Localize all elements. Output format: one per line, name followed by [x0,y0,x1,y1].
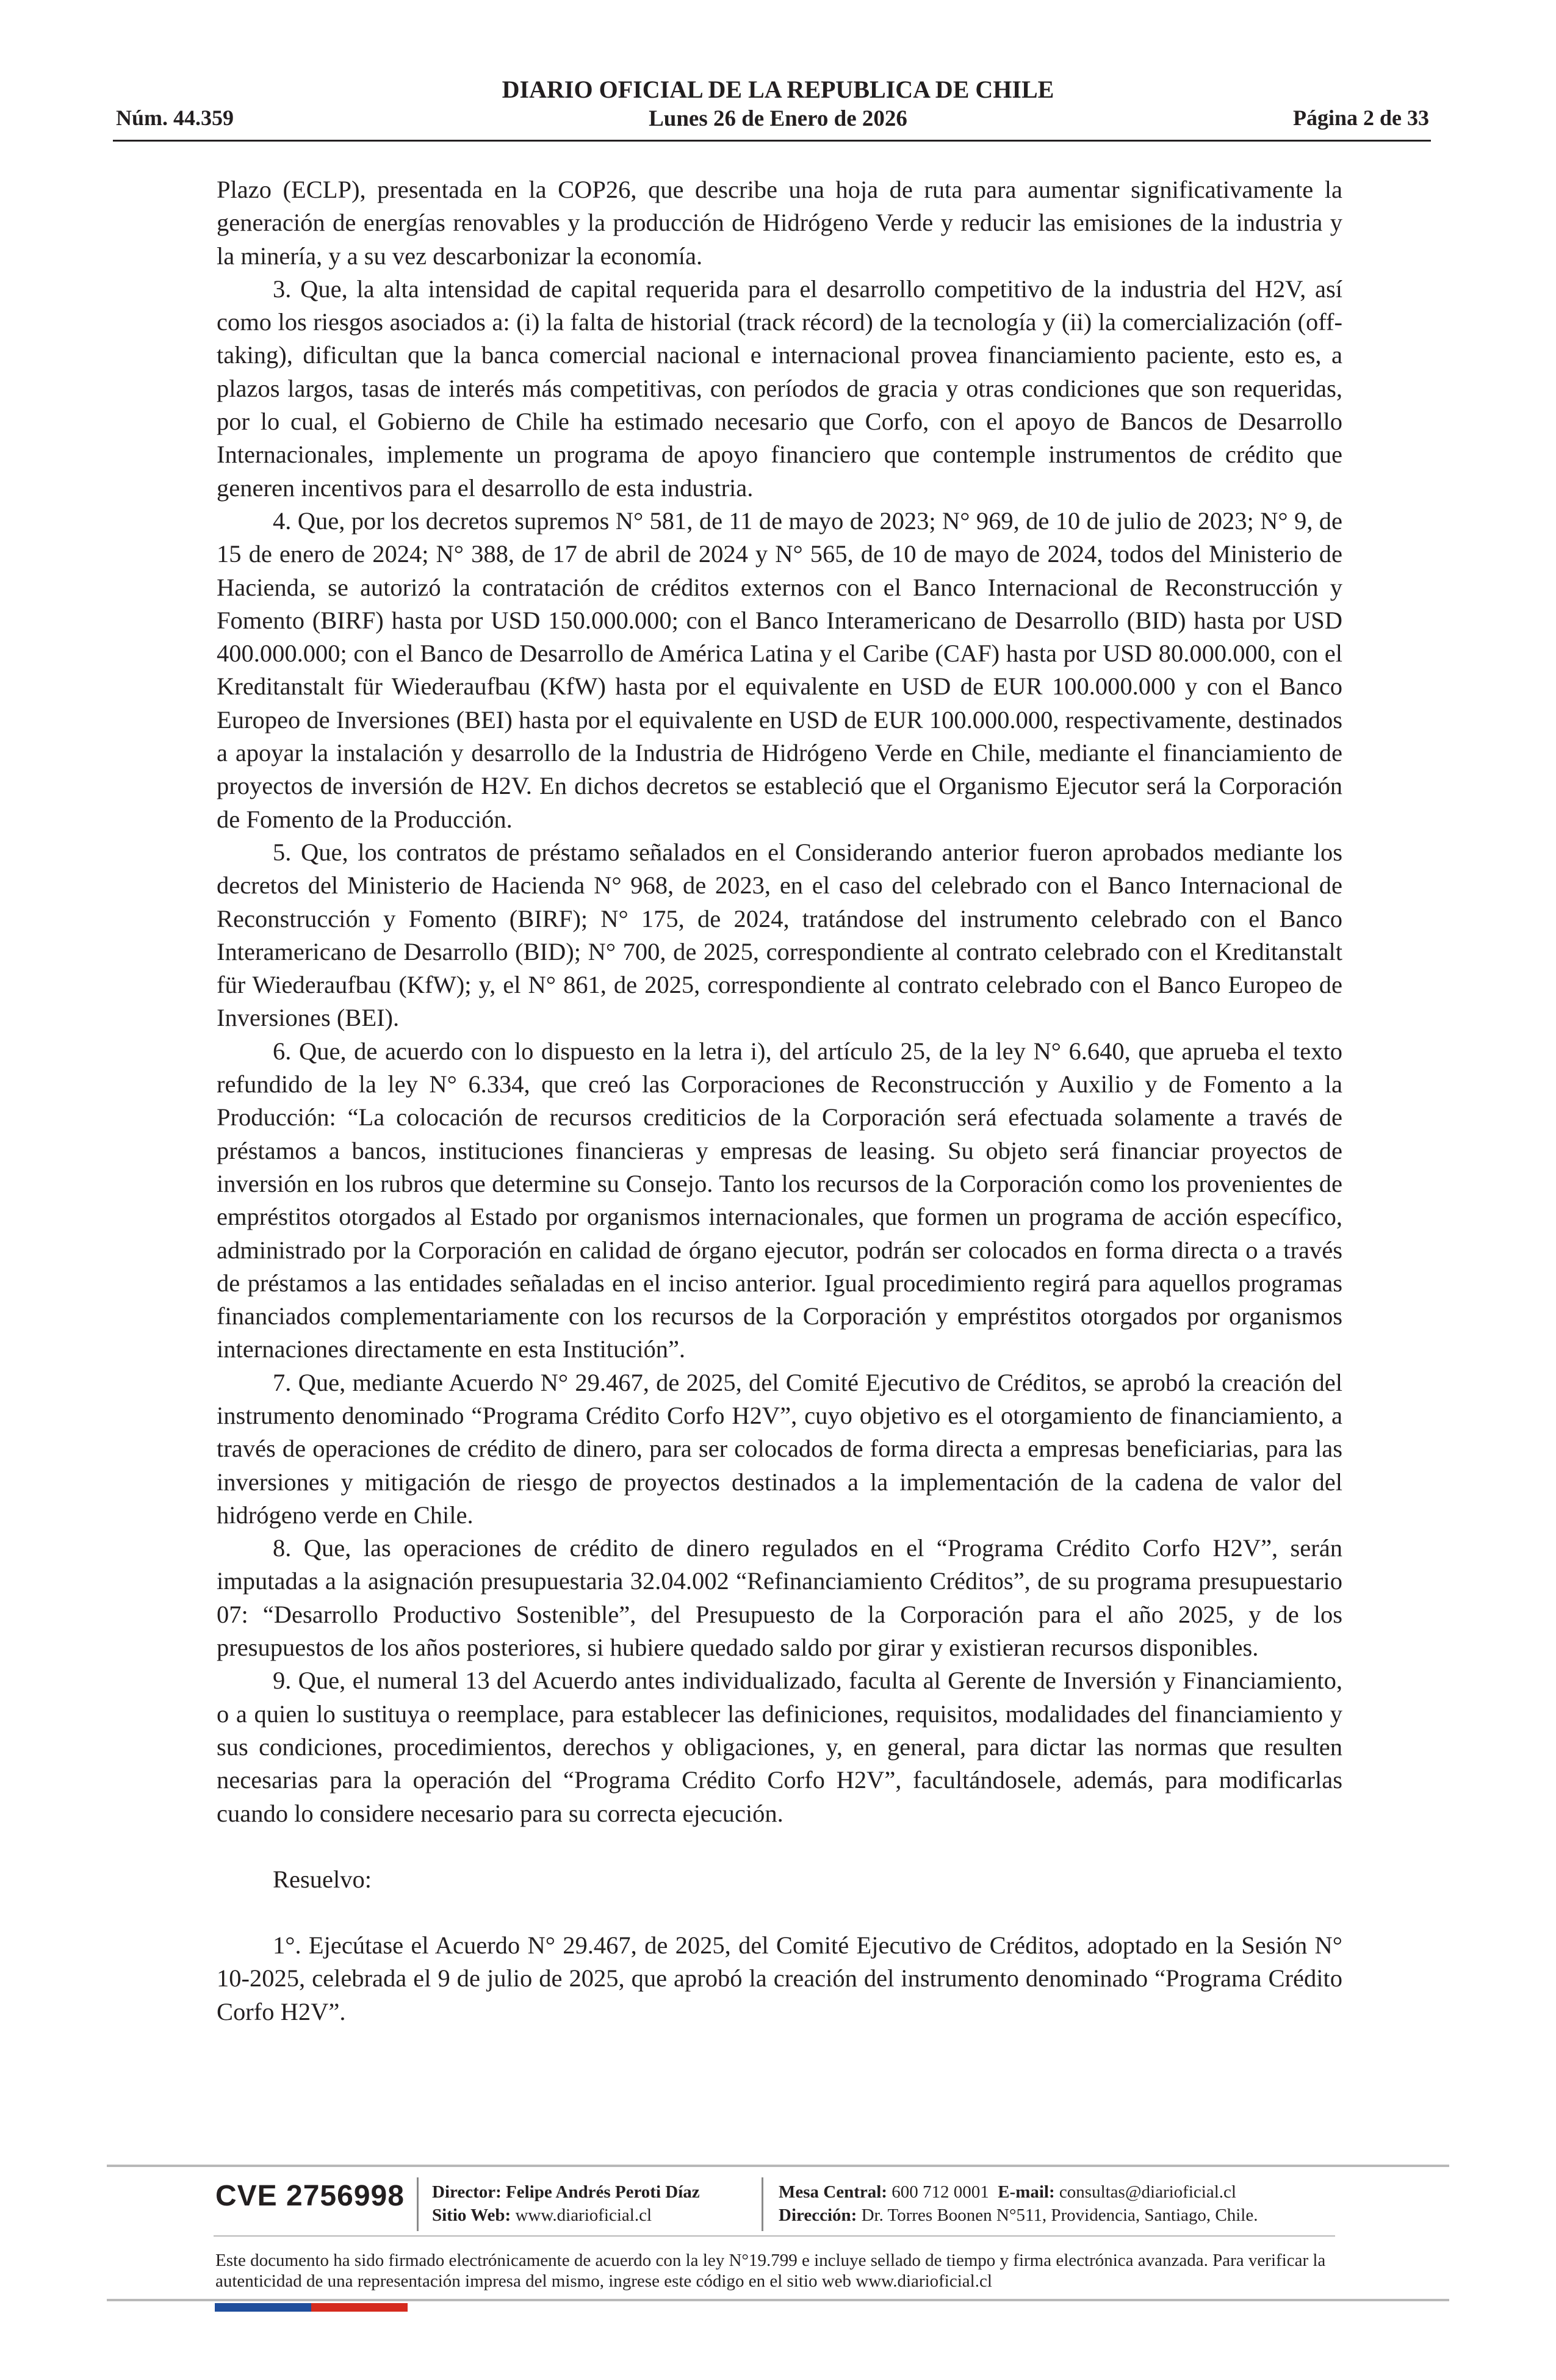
considerando-9: 9. Que, el numeral 13 del Acuerdo antes individualizado, faculta al Gerente de Inversión y Financiamiento, o a quien lo sustituya o reemplace, para establecer las definiciones, requisitos, modalidades del financiamiento y sus condiciones, procedimientos, derechos y obligaciones, y, en general, para dictar las normas que resulten necesarias para la operación del “Programa Crédito Corfo H2V”, facultándosele, además, para modificarlas cuando lo considere necesario para su correcta ejecución. [217,1667,1342,1827]
signature-note: Este documento ha sido firmado electrónicamente de acuerdo con la ley N°19.799 e incluye sellado de tiempo y firma electrónica avanzada. Para verificar la autenticidad de una representación impresa del mismo, ingrese este código en el sitio web www.diarioficial.cl [215,2251,1326,2291]
director-name: Felipe Andrés Peroti Díaz [506,2182,700,2202]
flag-stripe [215,2303,408,2312]
mesa-value: 600 712 0001 [891,2182,989,2202]
footer-divider [417,2177,419,2231]
masthead [305,74,1251,133]
footer-mid-rule [214,2235,1335,2237]
footer-divider [762,2177,763,2231]
considerando-5: 5. Que, los contratos de préstamo señalados en el Considerando anterior fueron aprobados mediante los decretos del Ministerio de Hacienda N° 968, de 2023, en el caso del celebrado con el Banco Internacional de Reconstrucción y Fomento (BIRF); N° 175, de 2024, tratándose del instrumento celebrado con el Banco Interamericano de Desarrollo (BID); N° 700, de 2025, correspondiente al contrato celebrado con el Kreditanstalt für Wiederaufbau (KfW); y, el N° 861, de 2025, correspondiente al contrato celebrado con el Banco Europeo de Inversiones (BEI). [217,838,1342,1032]
email-link[interactable]: consultas@diarioficial.cl [1059,2182,1236,2202]
footer-bottom-rule [107,2299,1449,2301]
considerando-7: 7. Que, mediante Acuerdo N° 29.467, de 2025, del Comité Ejecutivo de Créditos, se aprobó la creación del instrumento denominado “Programa Crédito Corfo H2V”, cuyo objetivo es el otorgamiento de financiamiento, a través de operaciones de crédito de dinero, para ser colocados de forma directa a empresas beneficiarias, para las inversiones y mitigación de riesgo de proyectos destinados a la implementación de la cadena de valor del hidrógeno verde en Chile. [217,1368,1342,1529]
considerando-4: 4. Que, por los decretos supremos N° 581, de 11 de mayo de 2023; N° 969, de 10 de julio de 2023; N° 9, de 15 de enero de 2024; N° 388, de 17 de abril de 2024 y N° 565, de 10 de mayo de 2024, todos del Ministerio de Hacienda, se autorizó la contratación de créditos externos con el Banco Internacional de Reconstrucción y Fomento (BIRF) hasta por USD 150.000.000; con el Banco Interamericano de Desarrollo (BID) hasta por USD 400.000.000; con el Banco de Desarrollo de América Latina y el Caribe (CAF) hasta por USD 80.000.000, con el Kreditanstalt für Wiederaufbau (KfW) hasta por el equivalente en USD de EUR 100.000.000 y con el Banco Europeo de Inversiones (BEI) hasta por el equivalente en USD de EUR 100.000.000, respectivamente, destinados a apoyar la instalación y desarrollo de la Industria de Hidrógeno Verde en Chile, mediante el financiamiento de proyectos de inversión de H2V. En dichos decretos se estableció que el Organismo Ejecutor será la Corporación de Fomento de la Producción. [217,507,1342,833]
web-link[interactable]: www.diarioficial.cl [515,2205,652,2225]
flag-blue-segment [215,2303,311,2312]
considerando-8: 8. Que, las operaciones de crédito de dinero regulados en el “Programa Crédito Corfo H2V”, serán imputadas a la asignación presupuestaria 32.04.002 “Refinanciamiento Créditos”, de su programa presupuestario 07: “Desarrollo Productivo Sostenible”, del Presupuesto de la Corporación para el año 2025, y de los presupuestos de los años posteriores, si hubiere quedado saldo por girar y existieran recursos disponibles. [217,1534,1342,1662]
considerando-6: 6. Que, de acuerdo con lo dispuesto en la letra i), del artículo 25, de la ley N° 6.640, que aprueba el texto refundido de la ley N° 6.334, que creó las Corporaciones de Reconstrucción y Auxilio y de Fomento a la Producción: “La colocación de recursos crediticios de la Corporación será efectuada solamente a través de préstamos a bancos, instituciones financieras y empresas de leasing. Su objeto será financiar proyectos de inversión en los rubros que determine su Consejo. Tanto los recursos de la Corporación como los provenientes de empréstitos otorgados al Estado por organismos internacionales, que formen un programa de acción específico, administrado por la Corporación en calidad de órgano ejecutor, podrán ser colocados en forma directa o a través de préstamos a las entidades señaladas en el inciso anterior. Igual procedimiento regirá para aquellos programas financiados complementariamente con los recursos de la Corporación y empréstitos otorgados por organismos internaciones directamente en esta Institución”. [217,1037,1342,1363]
publication-date: Lunes 26 de Enero de 2026 [649,106,907,131]
flag-red-segment [311,2303,408,2312]
resolution-1: 1°. Ejecútase el Acuerdo N° 29.467, de 2025, del Comité Ejecutivo de Créditos, adoptado en la Sesión N° 10-2025, celebrada el 9 de julio de 2025, que aprobó la creación del instrumento denominado “Programa Crédito Corfo H2V”. [217,1931,1342,2025]
document-body [217,173,1342,2028]
page-number: Página 2 de 33 [1292,106,1429,130]
email-label: E-mail: [998,2182,1055,2202]
direccion-value: Dr. Torres Boonen N°511, Providencia, Santiago, Chile. [861,2205,1258,2225]
issue-number: Núm. 44.359 [116,106,234,130]
paragraph-continuation: Plazo (ECLP), presentada en la COP26, que describe una hoja de ruta para aumentar significativamente la generación de energías renovables y la producción de Hidrógeno Verde y reducir las emisiones de la industria y la minería, y a su vez descarbonizar la economía. [217,176,1342,270]
publication-title: DIARIO OFICIAL DE LA REPUBLICA DE CHILE [502,76,1054,103]
footer-contact-block [779,2180,1258,2227]
header-rule [113,140,1431,142]
mesa-label: Mesa Central: [779,2182,887,2202]
cve-code: CVE 2756998 [215,2180,405,2212]
considerando-3: 3. Que, la alta intensidad de capital requerida para el desarrollo competitivo de la industria del H2V, así como los riesgos asociados a: (i) la falta de historial (track récord) de la tecnología y (ii) la comercialización (off-taking), dificultan que la banca comercial nacional e internacional provea financiamiento paciente, esto es, a plazos largos, tasas de interés más competitivas, con períodos de gracia y otras condiciones que son requeridas, por lo cual, el Gobierno de Chile ha estimado necesario que Corfo, con el apoyo de Bancos de Desarrollo Internacionales, implemente un programa de apoyo financiero que contemple instrumentos de crédito que generen incentivos para el desarrollo de esta industria. [217,275,1342,502]
footer-top-rule [107,2165,1449,2167]
footer-director-block [432,2180,700,2227]
director-label: Director: [432,2182,502,2202]
web-label: Sitio Web: [432,2205,511,2225]
direccion-label: Dirección: [779,2205,857,2225]
resuelvo-heading: Resuelvo: [273,1865,372,1893]
